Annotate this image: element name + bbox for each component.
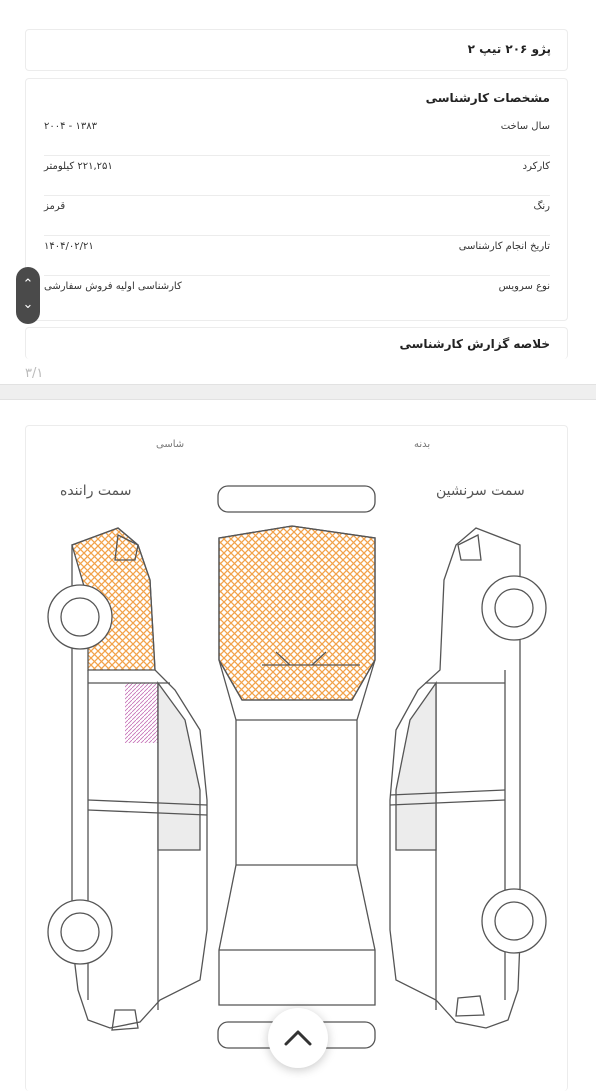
car-title: پژو ۲۰۶ تیپ ۲	[467, 42, 551, 56]
cabin-part	[219, 660, 375, 1005]
driver-window-part	[158, 683, 200, 850]
passenger-rear-wheel	[482, 889, 546, 953]
passenger-mirror-part	[456, 996, 484, 1016]
specs-heading: مشخصات کارشناسی	[425, 91, 550, 105]
driver-side-label: سمت راننده	[60, 483, 132, 499]
hood-part	[219, 526, 375, 700]
spec-value: ۱۳۸۳ - ۲۰۰۴	[44, 121, 97, 132]
passenger-front-wheel	[482, 576, 546, 640]
driver-front-wheel	[48, 585, 112, 649]
spec-value: کارشناسی اولیه فروش سفارشی	[44, 281, 182, 292]
spec-label: نوع سرویس	[498, 281, 550, 292]
chevron-up-icon	[268, 1008, 328, 1068]
chevron-up-icon[interactable]: ⌃	[22, 277, 34, 292]
page-indicator: ۳/۱	[25, 366, 44, 381]
spec-label: رنگ	[533, 201, 550, 212]
chevron-down-icon[interactable]: ⌄	[22, 297, 34, 312]
summary-heading: خلاصه گزارش کارشناسی	[399, 337, 550, 351]
passenger-window-part	[396, 683, 436, 850]
driver-rear-wheel	[48, 900, 112, 964]
spec-label: تاریخ انجام کارشناسی	[458, 241, 550, 252]
chassis-label: شاسی	[156, 439, 185, 450]
spec-value: قرمز	[44, 201, 66, 212]
body-label: بدنه	[414, 439, 431, 450]
spec-label: کارکرد	[522, 161, 550, 172]
scroll-top-button[interactable]	[268, 1008, 328, 1068]
driver-door-painted-part	[125, 683, 158, 743]
passenger-side-label: سمت سرنشین	[436, 483, 525, 499]
spec-label: سال ساخت	[500, 121, 550, 132]
passenger-headlight-part	[458, 535, 481, 560]
section-nav-pill	[16, 267, 40, 324]
spec-value: ۱۴۰۴/۰۲/۲۱	[44, 241, 94, 252]
front-bumper-part	[218, 486, 375, 512]
spec-value: ۲۲۱,۲۵۱ کیلومتر	[44, 161, 113, 172]
